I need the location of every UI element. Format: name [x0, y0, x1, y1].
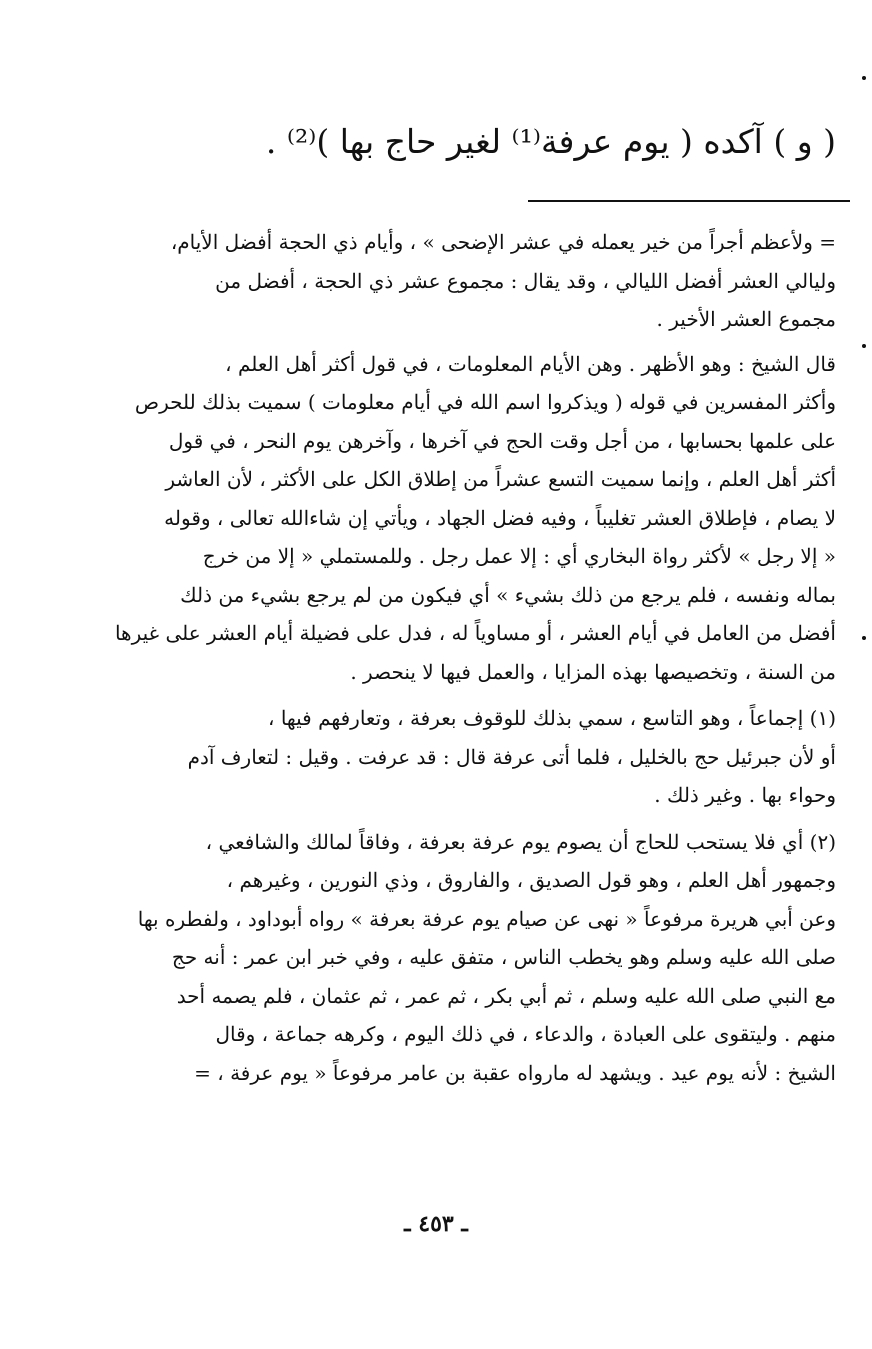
- text-line: أفضل من العامل في أيام العشر ، أو مساوياً له ، فدل على فضيلة أيام العشر على غيرها: [114, 621, 836, 645]
- text-line: صلى الله عليه وسلم وهو يخطب الناس ، متفق عليه ، وفي خبر ابن عمر : أنه حج: [171, 945, 836, 969]
- text-line: وأكثر المفسرين في قوله ( ويذكروا اسم الله في أيام معلومات ) سميت بذلك للحرص: [134, 390, 836, 414]
- footnote-divider: [528, 200, 850, 202]
- text-line: = ولأعظم أجراً من خير يعمله في عشر الإضحى » ، وأيام ذي الحجة أفضل الأيام،: [170, 230, 836, 254]
- text-line: وعن أبي هريرة مرفوعاً « نهى عن صيام يوم عرفة بعرفة » رواه أبوداود ، ولفطره بها: [137, 906, 836, 931]
- text-line: (٢) أي فلا يستحب للحاج أن يصوم يوم عرفة بعرفة ، وفاقاً لمالك والشافعي ،: [205, 829, 836, 854]
- text-line: مجموع العشر الأخير .: [656, 307, 836, 331]
- text-line: الشيخ : لأنه يوم عيد . ويشهد له مارواه عقبة بن عامر مرفوعاً « يوم عرفة ، =: [194, 1060, 836, 1085]
- footnote-2: [36, 823, 836, 1093]
- text-line: قال الشيخ : وهو الأظهر . وهن الأيام المعلومات ، في قول أكثر أهل العلم ،: [225, 351, 836, 376]
- text-line: وجمهور أهل العلم ، وهو قول الصديق ، والفاروق ، وذي النورين ، وغيرهم ،: [226, 868, 836, 892]
- text-line: بماله ونفسه ، فلم يرجع من ذلك بشيء » أي فيكون من لم يرجع بشيء من ذلك: [180, 582, 836, 607]
- main-text-line: ( و ) آكده ( يوم عرفة⁽¹⁾ لغير حاج بها )⁽²⁾ .: [265, 122, 836, 161]
- text-line: أكثر أهل العلم ، وإنما سميت التسع عشراً من إطلاق الكل على الأكثر ، لأن العاشر: [165, 467, 836, 491]
- text-line: لا يصام ، فإطلاق العشر تغليباً ، وفيه فضل الجهاد ، ويأتي إن شاءالله تعالى ، وقوله: [164, 505, 836, 530]
- text-line: على علمها بحسابها ، من أجل وقت الحج في آخرها ، وآخرهن يوم النحر ، في قول: [168, 428, 836, 453]
- text-line: من السنة ، وتخصيصها بهذه المزايا ، والعمل فيها لا ينحصر .: [350, 659, 836, 684]
- text-line: (١) إجماعاً ، وهو التاسع ، سمي بذلك للوقوف بعرفة ، وتعارفهم فيها ،: [268, 706, 836, 730]
- footnote-1: [36, 699, 836, 815]
- text-line: أو لأن جبرئيل حج بالخليل ، فلما أتى عرفة قال : قد عرفت . وقيل : لتعارف آدم: [187, 744, 836, 769]
- text-line: وليالي العشر أفضل الليالي ، وقد يقال : مجموع عشر ذي الحجة ، أفضل من: [215, 268, 836, 293]
- text-line: وحواء بها . وغير ذلك .: [654, 783, 836, 807]
- margin-mark: [862, 636, 866, 640]
- shaykh-paragraph: [36, 345, 836, 692]
- text-line: منهم . وليتقوى على العبادة ، والدعاء ، في ذلك اليوم ، وكرهه جماعة ، وقال: [215, 1022, 836, 1046]
- text-line: « إلا رجل » لأكثر رواة البخاري أي : إلا عمل رجل . وللمستملي « إلا من خرج: [202, 544, 836, 568]
- text-line: مع النبي صلى الله عليه وسلم ، ثم أبي بكر ، ثم عمر ، ثم عثمان ، فلم يصمه أحد: [176, 983, 836, 1008]
- footnotes: [36, 223, 836, 1098]
- footnote-continuation: [36, 223, 836, 339]
- page-number: ـ ٤٥٣ ـ: [404, 1211, 468, 1237]
- margin-mark: [862, 76, 866, 80]
- margin-mark: [862, 344, 866, 348]
